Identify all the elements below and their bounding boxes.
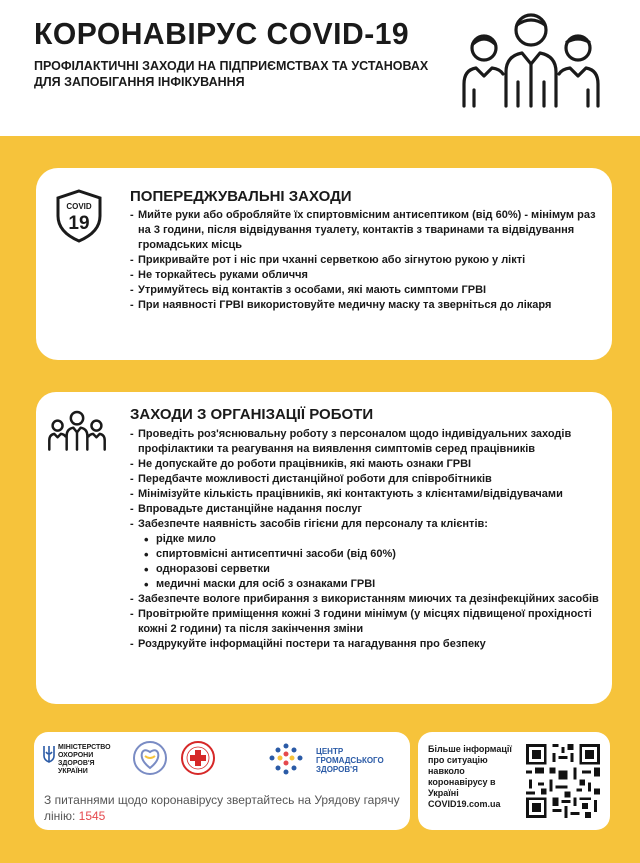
header: [0, 0, 640, 136]
list-item: - Мінімізуйте кількість працівників, які контактують з клієнтами/відвідувачами: [130, 487, 600, 502]
list-item: - Забезпечте вологе прибирання з використанням миючих та дезінфекційних засобів: [130, 592, 600, 607]
page-subtitle: ПРОФІЛАКТИЧНІ ЗАХОДИ НА ПІДПРИЄМСТВАХ ТА УСТАНОВАХ ДЛЯ ЗАПОБІГАННЯ ІНФІКУВАННЯ: [34, 59, 429, 89]
hygiene-item: • спиртовмісні антисептичні засоби (від 60%): [130, 547, 600, 562]
list-item: - Не допускайте до роботи працівників, які мають ознаки ГРВІ: [130, 457, 600, 472]
list-item: - Провітрюйте приміщення кожні 3 години мінімум (у місцях підвищеної прохідності кожні 2 години) та після закінчення зміни: [130, 607, 600, 637]
trident-icon: [42, 744, 56, 764]
list-item: - Не торкайтесь руками обличчя: [130, 268, 600, 283]
work-organization-card: [36, 392, 612, 704]
section-title: ПОПЕРЕДЖУВАЛЬНІ ЗАХОДИ: [130, 188, 352, 205]
list-item: - При наявності ГРВІ використовуйте медичну маску та зверніться до лікаря: [130, 298, 600, 313]
hotline-number: 1545: [78, 809, 106, 823]
info-text: Більше інформації про ситуацію навколо коронавірусу в Україні COVID19.com.ua: [428, 744, 512, 809]
hotline-text: З питаннями щодо коронавірусу звертайтесь на Урядову гарячу лінію: 1545: [44, 793, 400, 823]
section-title: ЗАХОДИ З ОРГАНІЗАЦІЇ РОБОТИ: [130, 406, 374, 423]
footer-info: [418, 732, 610, 830]
ministry-logo-text: МІНІСТЕРСТВО ОХОРОНИ ЗДОРОВ'Я УКРАЇНИ: [58, 744, 111, 775]
svg-text:COVID: COVID: [66, 202, 92, 211]
list-item: - Передбачте можливості дистанційної роботи для співробітників: [130, 472, 600, 487]
svg-text:19: 19: [68, 213, 90, 234]
list-item: - Мийте руки або обробляйте їх спиртовмісним антисептиком (від 60%) - мінімум раз на 3 години, після відвідування туалету, контактів з тваринами та відвідування громадських місць: [130, 208, 600, 253]
people-group-icon: [456, 6, 606, 116]
preventive-list: [130, 208, 600, 313]
emblem-logo-icon: [132, 740, 168, 776]
list-item: - Забезпечте наявність засобів гігієни для персоналу та клієнтів:: [130, 517, 600, 532]
list-item: - Роздрукуйте інформаційні постери та нагадування про безпеку: [130, 637, 600, 652]
page-title: КОРОНАВІРУС COVID-19: [34, 16, 410, 51]
hygiene-item: • рідке мило: [130, 532, 600, 547]
list-item: - Утримуйтесь від контактів з особами, які мають симптоми ГРВІ: [130, 283, 600, 298]
hygiene-item: • медичні маски для осіб з ознаками ГРВІ: [130, 577, 600, 592]
list-item: - Прикривайте рот і ніс при чханні серветкою або зігнутою рукою у лікті: [130, 253, 600, 268]
preventive-measures-card: [36, 168, 612, 360]
work-organization-list: [130, 427, 600, 652]
footer-contacts: [34, 732, 410, 830]
public-health-center-logo-icon: [266, 742, 306, 778]
hygiene-item: • одноразові серветки: [130, 562, 600, 577]
qr-code-icon: [526, 744, 600, 818]
public-health-center-text: ЦЕНТР ГРОМАДСЬКОГО ЗДОРОВ'Я: [316, 747, 384, 774]
people-group-icon: [46, 406, 108, 456]
list-item: - Впровадьте дистанційне надання послуг: [130, 502, 600, 517]
covid-19-shield-icon: [54, 188, 104, 244]
list-item: - Проведіть роз'яснювальну роботу з персоналом щодо індивідуальних заходів профілактики та реагування на виявлення симптомів серед працівників: [130, 427, 600, 457]
red-cross-logo-icon: [180, 740, 216, 776]
